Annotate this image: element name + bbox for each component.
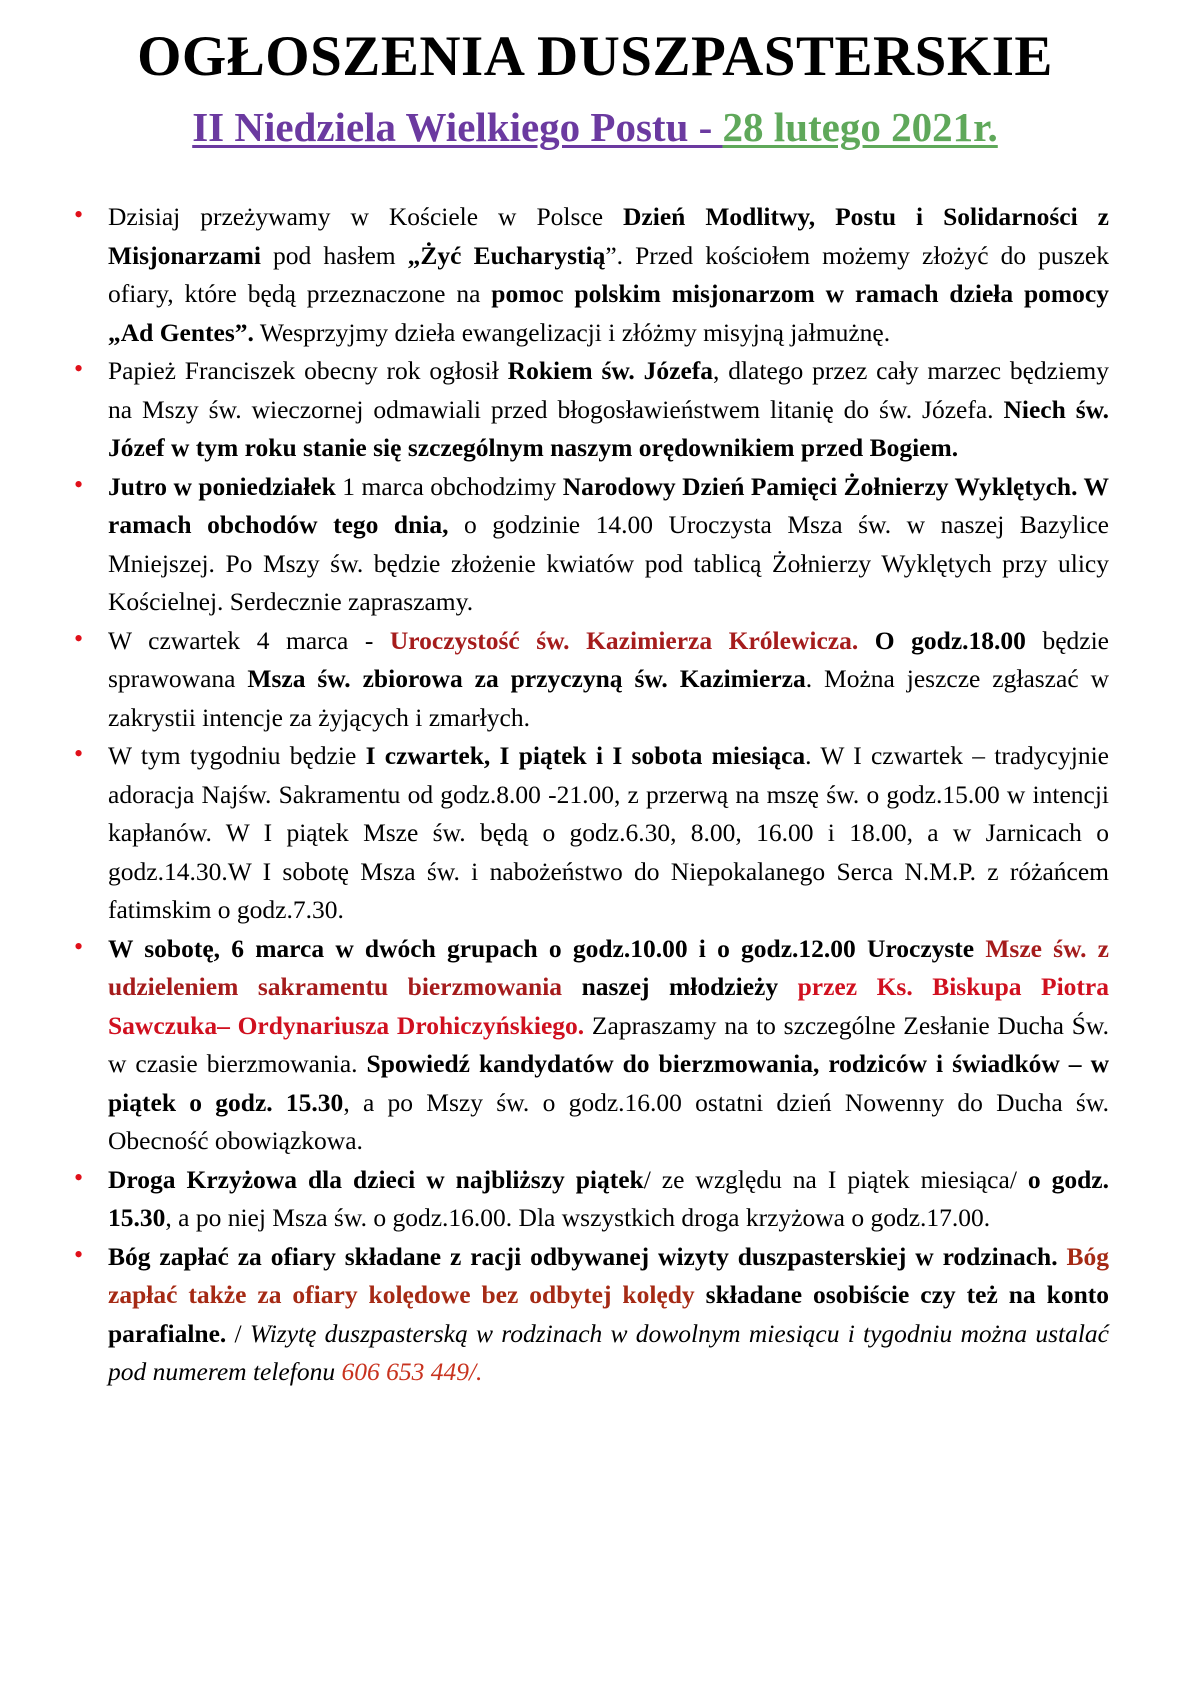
announcement-text-segment: Papież Franciszek obecny rok ogłosił — [108, 356, 508, 385]
announcement-text-segment: składane osobiście czy też na konto parafialne. — [108, 1280, 1109, 1348]
announcement-text-segment: W czwartek 4 marca - — [108, 625, 390, 655]
announcement-item — [0, 737, 1190, 930]
announcement-text-segment: pomoc polskim misjonarzom w ramach dzieła pomocy „Ad Gentes”. — [108, 279, 1109, 347]
announcement-text-segment: o godzinie 14.00 Uroczysta Msza św. w naszej Bazylice Mniejszej. Po Mszy św. będzie złożenie kwiatów pod tablicą Żołnierzy Wyklętych przy ulicy Kościelnej. Serdecznie zapraszamy. — [108, 510, 1109, 616]
announcement-text-segment: O godz.18.00 — [858, 625, 1026, 655]
announcement-text-segment: Narodowy Dzień Pamięci Żołnierzy Wyklętych. W ramach obchodów tego dnia, — [108, 471, 1109, 539]
announcement-text-segment: / — [226, 1318, 250, 1348]
bullet-icon: • — [74, 1162, 84, 1192]
page-subtitle — [0, 101, 1190, 153]
announcement-text-segment: przez Ks. Biskupa Piotra Sawczuka– Ordynariusza Drohiczyńskiego. — [108, 972, 1109, 1040]
announcement-text-segment: Msza św. zbiorowa za przyczyną św. Kazimierza — [247, 664, 806, 693]
subtitle-sunday-name: II Niedziela Wielkiego Postu - — [192, 104, 723, 150]
announcement-text-segment: 1 marca obchodzimy — [335, 471, 563, 501]
announcement-text-segment: , dlatego przez cały marzec będziemy na Mszy św. wieczornej odmawiali przed błogosławieństwem litanię do św. Józefa. — [108, 356, 1109, 424]
announcement-text-segment: Dzisiaj przeżywamy w Kościele w Polsce — [108, 202, 624, 231]
announcement-text-segment: / ze względu na I piątek miesiąca/ — [643, 1164, 1028, 1194]
announcement-text-segment: ”. Przed kościołem możemy złożyć do puszek ofiary, które będą przeznaczone na — [108, 240, 1109, 308]
bullet-icon: • — [74, 931, 84, 961]
announcement-text-segment: W tym tygodniu będzie — [108, 741, 366, 770]
announcement-text-segment: . W I czwartek – tradycyjnie adoracja Najśw. Sakramentu od godz.8.00 -21.00, z przerwą na mszę św. o godz.15.00 w intencji kapłanów. W I piątek Msze św. będą o godz.6.30, 8.00, 16.00 i 18.00, a w Jarnicach o godz.14.30.W I sobotę Msza św. i nabożeństwo do Niepokalanego Serca N.M.P. z różańcem fatimskim o godz.7.30. — [108, 741, 1109, 924]
announcement-text-segment: Droga Krzyżowa dla dzieci w najbliższy piątek — [108, 1164, 644, 1194]
announcement-text-segment: „Żyć Eucharystią — [407, 240, 606, 270]
bullet-icon: • — [74, 623, 84, 653]
announcement-item — [0, 352, 1190, 468]
announcement-item — [0, 1238, 1190, 1392]
announcements-list — [0, 198, 1190, 1392]
bullet-icon: • — [74, 354, 84, 383]
bullet-icon: • — [74, 739, 84, 768]
bullet-icon: • — [74, 200, 84, 229]
announcement-text-segment: . Można jeszcze zgłaszać w zakrystii intencje za żyjących i zmarłych. — [108, 664, 1109, 732]
announcement-item — [0, 468, 1190, 622]
announcement-text-segment: Uroczystość św. Kazimierza Królewicza. — [389, 625, 859, 655]
announcement-text-segment: 606 653 449/. — [341, 1357, 483, 1386]
announcement-text-segment: Bóg zapłać za ofiary składane z racji odbywanej wizyty duszpasterskiej w rodzinach. — [108, 1241, 1067, 1271]
announcement-text-segment: Zapraszamy na to szczególne Zesłanie Ducha Św. w czasie bierzmowania. — [108, 1010, 1110, 1078]
announcement-text-segment: Wizytę duszpasterską w rodzinach w dowolnym miesiącu i tygodniu można ustalać pod numerem telefonu — [108, 1318, 1109, 1386]
announcement-text-segment: , a po niej Msza św. o godz.16.00. Dla wszystkich droga krzyżowa o godz.17.00. — [165, 1203, 991, 1232]
announcement-text-segment: o godz. 15.30 — [108, 1164, 1110, 1232]
announcement-text-segment: I czwartek, I piątek i I sobota miesiąca — [365, 741, 806, 770]
announcement-text-segment: W sobotę, 6 marca w dwóch grupach o godz.10.00 i o godz.12.00 Uroczyste — [108, 933, 986, 963]
bullet-icon: • — [74, 1239, 84, 1269]
announcement-text-segment: pod hasłem — [260, 240, 408, 270]
bullet-icon: • — [74, 469, 84, 499]
announcement-text-segment: Bóg zapłać także za ofiary kolędowe bez odbytej kolędy — [108, 1241, 1109, 1309]
announcement-item — [0, 1161, 1190, 1238]
announcement-item — [0, 622, 1190, 738]
announcement-text-segment: , a po Mszy św. o godz.16.00 ostatni dzień Nowenny do Ducha św. Obecność obowiązkowa. — [108, 1087, 1109, 1155]
announcement-item — [0, 930, 1190, 1161]
announcement-text-segment: Rokiem św. Józefa — [507, 356, 713, 385]
announcement-text-segment: Niech św. Józef w tym roku stanie się szczególnym naszym orędownikiem przed Bogiem. — [108, 394, 1110, 462]
announcement-text-segment: Wesprzyjmy dzieła ewangelizacji i złóżmy misyjną jałmużnę. — [253, 317, 891, 347]
page-title: OGŁOSZENIA DUSZPASTERSKIE — [137, 25, 1053, 88]
announcement-item — [0, 198, 1190, 352]
announcement-text-segment: Jutro w poniedziałek — [108, 471, 336, 501]
announcement-text-segment: naszej młodzieży — [562, 972, 798, 1001]
announcement-text-segment: będzie sprawowana — [108, 625, 1109, 693]
announcement-text-segment: Msze św. z udzieleniem sakramentu bierzmowania — [108, 933, 1109, 1001]
announcement-text-segment: Spowiedź kandydatów do bierzmowania, rodziców i świadków – w piątek o godz. 15.30 — [108, 1049, 1109, 1117]
subtitle-date: 28 lutego 2021r. — [722, 104, 998, 150]
announcement-text-segment: Dzień Modlitwy, Postu i Solidarności z Misjonarzami — [108, 202, 1109, 270]
